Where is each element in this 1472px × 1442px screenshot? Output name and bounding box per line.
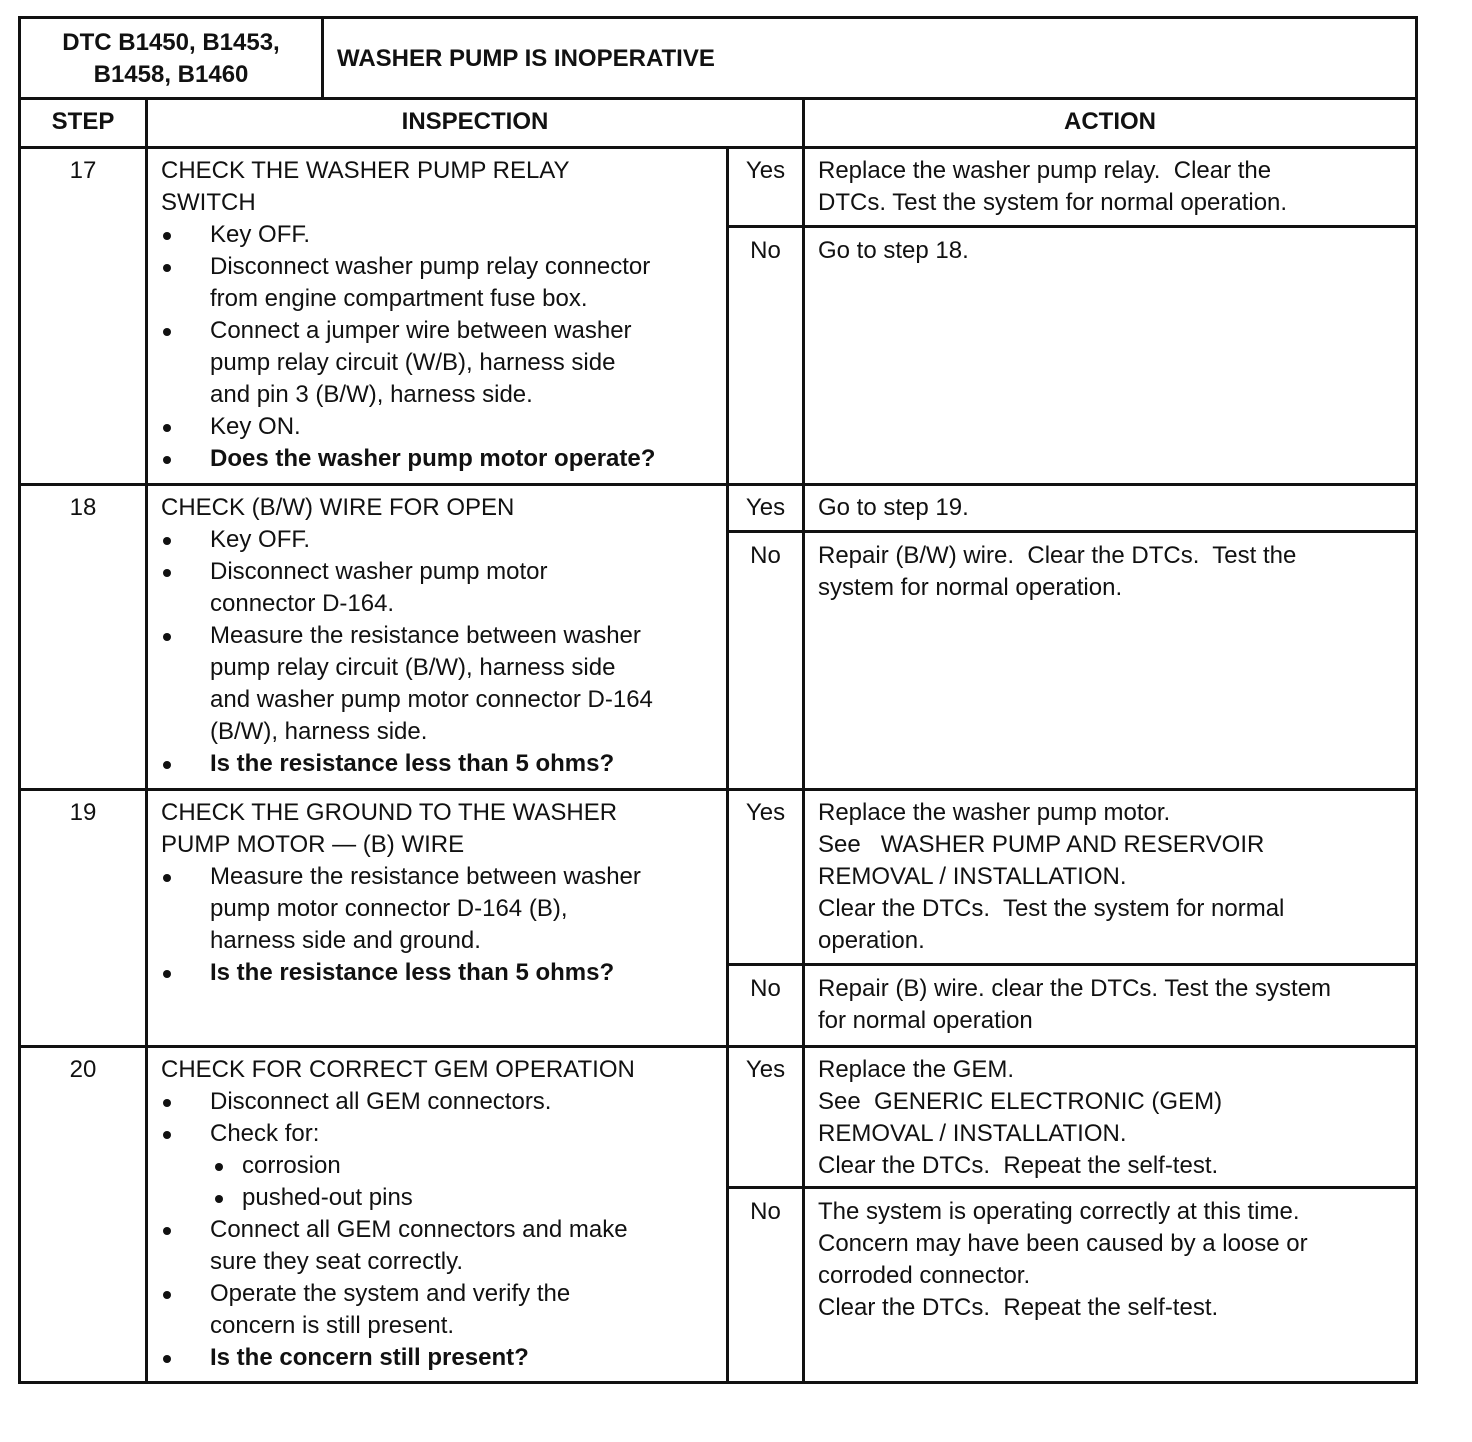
bullet-icon	[163, 264, 171, 272]
rule	[21, 483, 1415, 486]
bullet-icon	[163, 1355, 171, 1363]
column-header-inspection: INSPECTION	[401, 108, 549, 135]
no-action-text: Repair (B) wire. clear the DTCs. Test the system	[818, 975, 1332, 1002]
bullet-text: sure they seat correctly.	[210, 1248, 463, 1275]
step-title: CHECK (B/W) WIRE FOR OPEN	[161, 494, 515, 521]
bullet-icon	[163, 1099, 171, 1107]
sub-bullet-text: corrosion	[242, 1152, 341, 1179]
bullet-icon	[163, 456, 171, 464]
rule	[21, 97, 1415, 100]
bullet-text: Connect a jumper wire between washer	[210, 317, 632, 344]
step-number: 19	[69, 799, 97, 826]
dtc-codes	[21, 27, 321, 91]
yes-action-text: Replace the GEM.	[818, 1056, 1015, 1083]
step-title: PUMP MOTOR — (B) WIRE	[161, 831, 465, 858]
bullet-text: Is the resistance less than 5 ohms?	[210, 750, 615, 777]
no-action-text: Clear the DTCs. Repeat the self-test.	[818, 1294, 1219, 1321]
yes-action-text: operation.	[818, 927, 925, 954]
bullet-text: Measure the resistance between washer	[210, 622, 641, 649]
column-header-step: STEP	[51, 108, 115, 135]
bullet-icon	[163, 569, 171, 577]
yes-action-text: Replace the washer pump motor.	[818, 799, 1171, 826]
no-action-text: Go to step 18.	[818, 237, 969, 264]
rule	[321, 19, 324, 99]
diagnostic-table	[18, 16, 1418, 1384]
bullet-text: Connect all GEM connectors and make	[210, 1216, 628, 1243]
step-number: 18	[69, 494, 97, 521]
rule	[726, 530, 1415, 533]
step-title: CHECK THE GROUND TO THE WASHER	[161, 799, 618, 826]
rule	[21, 788, 1415, 791]
bullet-icon	[163, 328, 171, 336]
bullet-icon	[163, 424, 171, 432]
no-label: No	[750, 1198, 781, 1225]
bullet-text: and pin 3 (B/W), harness side.	[210, 381, 533, 408]
yes-action-text: See GENERIC ELECTRONIC (GEM)	[818, 1088, 1223, 1115]
sub-bullet-icon	[215, 1195, 223, 1203]
rule	[802, 97, 805, 1381]
bullet-icon	[163, 761, 171, 769]
yes-action-text: REMOVAL / INSTALLATION.	[818, 863, 1127, 890]
step-number: 20	[69, 1056, 97, 1083]
yes-action-text: REMOVAL / INSTALLATION.	[818, 1120, 1127, 1147]
yes-action-text: Clear the DTCs. Test the system for normal	[818, 895, 1285, 922]
step-title: SWITCH	[161, 189, 256, 216]
bullet-text: (B/W), harness side.	[210, 718, 428, 745]
bullet-text: Disconnect washer pump relay connector	[210, 253, 651, 280]
yes-action-text: DTCs. Test the system for normal operation.	[818, 189, 1288, 216]
yes-label: Yes	[745, 494, 786, 521]
bullet-icon	[163, 970, 171, 978]
bullet-text: harness side and ground.	[210, 927, 481, 954]
no-label: No	[750, 542, 781, 569]
bullet-icon	[163, 537, 171, 545]
bullet-icon	[163, 633, 171, 641]
rule	[726, 225, 1415, 228]
column-header-action: ACTION	[1064, 108, 1156, 135]
rule	[726, 1186, 1415, 1189]
bullet-text: Key ON.	[210, 413, 301, 440]
step-title: CHECK THE WASHER PUMP RELAY	[161, 157, 570, 184]
bullet-icon	[163, 1131, 171, 1139]
yes-action-text: See WASHER PUMP AND RESERVOIR	[818, 831, 1265, 858]
no-label: No	[750, 237, 781, 264]
bullet-text: pump motor connector D-164 (B),	[210, 895, 568, 922]
page-title: WASHER PUMP IS INOPERATIVE	[337, 45, 715, 72]
bullet-text: Measure the resistance between washer	[210, 863, 641, 890]
rule	[21, 146, 1415, 149]
dtc-line: B1458, B1460	[93, 61, 249, 88]
rule	[726, 963, 1415, 966]
no-action-text: for normal operation	[818, 1007, 1033, 1034]
no-action-text: corroded connector.	[818, 1262, 1031, 1289]
no-action-text: Repair (B/W) wire. Clear the DTCs. Test the	[818, 542, 1297, 569]
sub-bullet-icon	[215, 1163, 223, 1171]
yes-action-text: Replace the washer pump relay. Clear the	[818, 157, 1272, 184]
bullet-text: Disconnect all GEM connectors.	[210, 1088, 552, 1115]
bullet-text: Operate the system and verify the	[210, 1280, 571, 1307]
rule	[21, 1045, 1415, 1048]
rule	[145, 97, 148, 1381]
bullet-text: pump relay circuit (B/W), harness side	[210, 654, 616, 681]
bullet-text: and washer pump motor connector D-164	[210, 686, 653, 713]
bullet-text: from engine compartment fuse box.	[210, 285, 588, 312]
no-action-text: system for normal operation.	[818, 574, 1123, 601]
yes-action-text: Clear the DTCs. Repeat the self-test.	[818, 1152, 1219, 1179]
no-action-text: The system is operating correctly at this time.	[818, 1198, 1300, 1225]
bullet-icon	[163, 1227, 171, 1235]
bullet-icon	[163, 1291, 171, 1299]
bullet-icon	[163, 232, 171, 240]
dtc-line: DTC B1450, B1453,	[62, 29, 280, 56]
bullet-text: Is the concern still present?	[210, 1344, 529, 1371]
yes-label: Yes	[745, 157, 786, 184]
step-title: CHECK FOR CORRECT GEM OPERATION	[161, 1056, 635, 1083]
bullet-text: Key OFF.	[210, 526, 311, 553]
yes-label: Yes	[745, 1056, 786, 1083]
bullet-text: Does the washer pump motor operate?	[210, 445, 656, 472]
step-number: 17	[69, 157, 97, 184]
bullet-text: Is the resistance less than 5 ohms?	[210, 959, 615, 986]
no-action-text: Concern may have been caused by a loose or	[818, 1230, 1308, 1257]
bullet-text: Check for:	[210, 1120, 320, 1147]
sub-bullet-text: pushed-out pins	[242, 1184, 413, 1211]
bullet-text: connector D-164.	[210, 590, 395, 617]
bullet-icon	[163, 874, 171, 882]
bullet-text: Key OFF.	[210, 221, 311, 248]
bullet-text: concern is still present.	[210, 1312, 455, 1339]
no-label: No	[750, 975, 781, 1002]
bullet-text: pump relay circuit (W/B), harness side	[210, 349, 616, 376]
yes-action-text: Go to step 19.	[818, 494, 969, 521]
bullet-text: Disconnect washer pump motor	[210, 558, 548, 585]
yes-label: Yes	[745, 799, 786, 826]
